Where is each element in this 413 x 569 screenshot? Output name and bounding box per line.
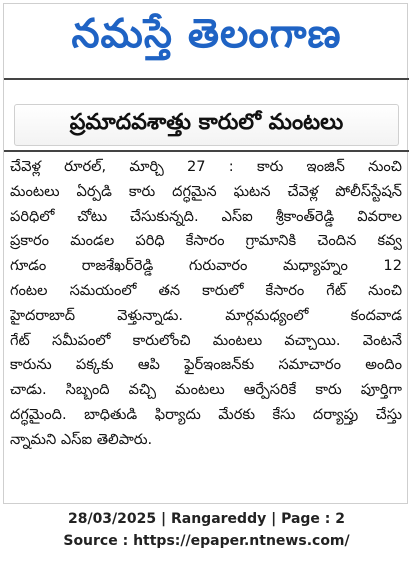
headline-box — [14, 104, 399, 146]
masthead-divider — [4, 78, 409, 80]
article-body — [10, 155, 402, 453]
article-line: హైదరాబాద్ వెళ్తున్నాడు. మార్గమధ్యంలో కందవాడ — [10, 306, 402, 324]
article-line: ప్రకారం మండల పరిధి కేసారం గ్రామానికి చెందిన కవ్వ — [10, 232, 402, 250]
headline: ప్రమాదవశాత్తు కారులో మంటలు — [69, 110, 344, 135]
article-line: మంటలు ఏర్పడి కారు దగ్ధమైన ఘటన చేవెళ్ల పోలీస్‌స్టేషన్ — [10, 182, 402, 200]
headline-divider — [4, 150, 409, 152]
article-line: చాడు. సిబ్బంది వచ్చి మంటలు ఆర్పేసరికే కారు పూర్తిగా — [10, 381, 402, 399]
footer — [0, 508, 413, 552]
article-line: న్నామని ఎస్ఐ తెలిపారు. — [10, 430, 153, 448]
article-line: కారును పక్కకు ఆపి ఫైర్‌ఇంజన్‌కు సమాచారం అందిం — [10, 356, 402, 374]
article-line: పరిధిలో చోటు చేసుకున్నది. ఎస్ఐ శ్రీకాంత్‌రెడ్డి వివరాల — [10, 207, 402, 225]
article-line: దగ్ధమైంది. బాధితుడి ఫిర్యాదు మేరకు కేసు దర్యాప్తు చేస్తు — [10, 405, 402, 423]
source-link[interactable]: Source : https://epaper.ntnews.com/ — [63, 533, 350, 549]
masthead-logo: నమస్తే తెలంగాణ — [71, 11, 342, 57]
article-line: గూడం రాజశేఖర్‌రెడ్డి గురువారం మధ్యాహ్నం 12 — [10, 257, 402, 275]
publication-meta: 28/03/2025 | Rangareddy | Page : 2 — [67, 511, 346, 527]
article-line: గేట్ సమీపంలో కారులోంచి మంటలు వచ్చాయి. వెంటనే — [10, 331, 402, 349]
article-line: గంటల సమయంలో తన కారులో కేసారం గేట్ నుంచి — [10, 281, 402, 299]
article-line: చేవెళ్ల రూరల్, మార్చి 27 : కారు ఇంజిన్ నుంచి — [10, 158, 402, 175]
masthead — [0, 4, 413, 74]
